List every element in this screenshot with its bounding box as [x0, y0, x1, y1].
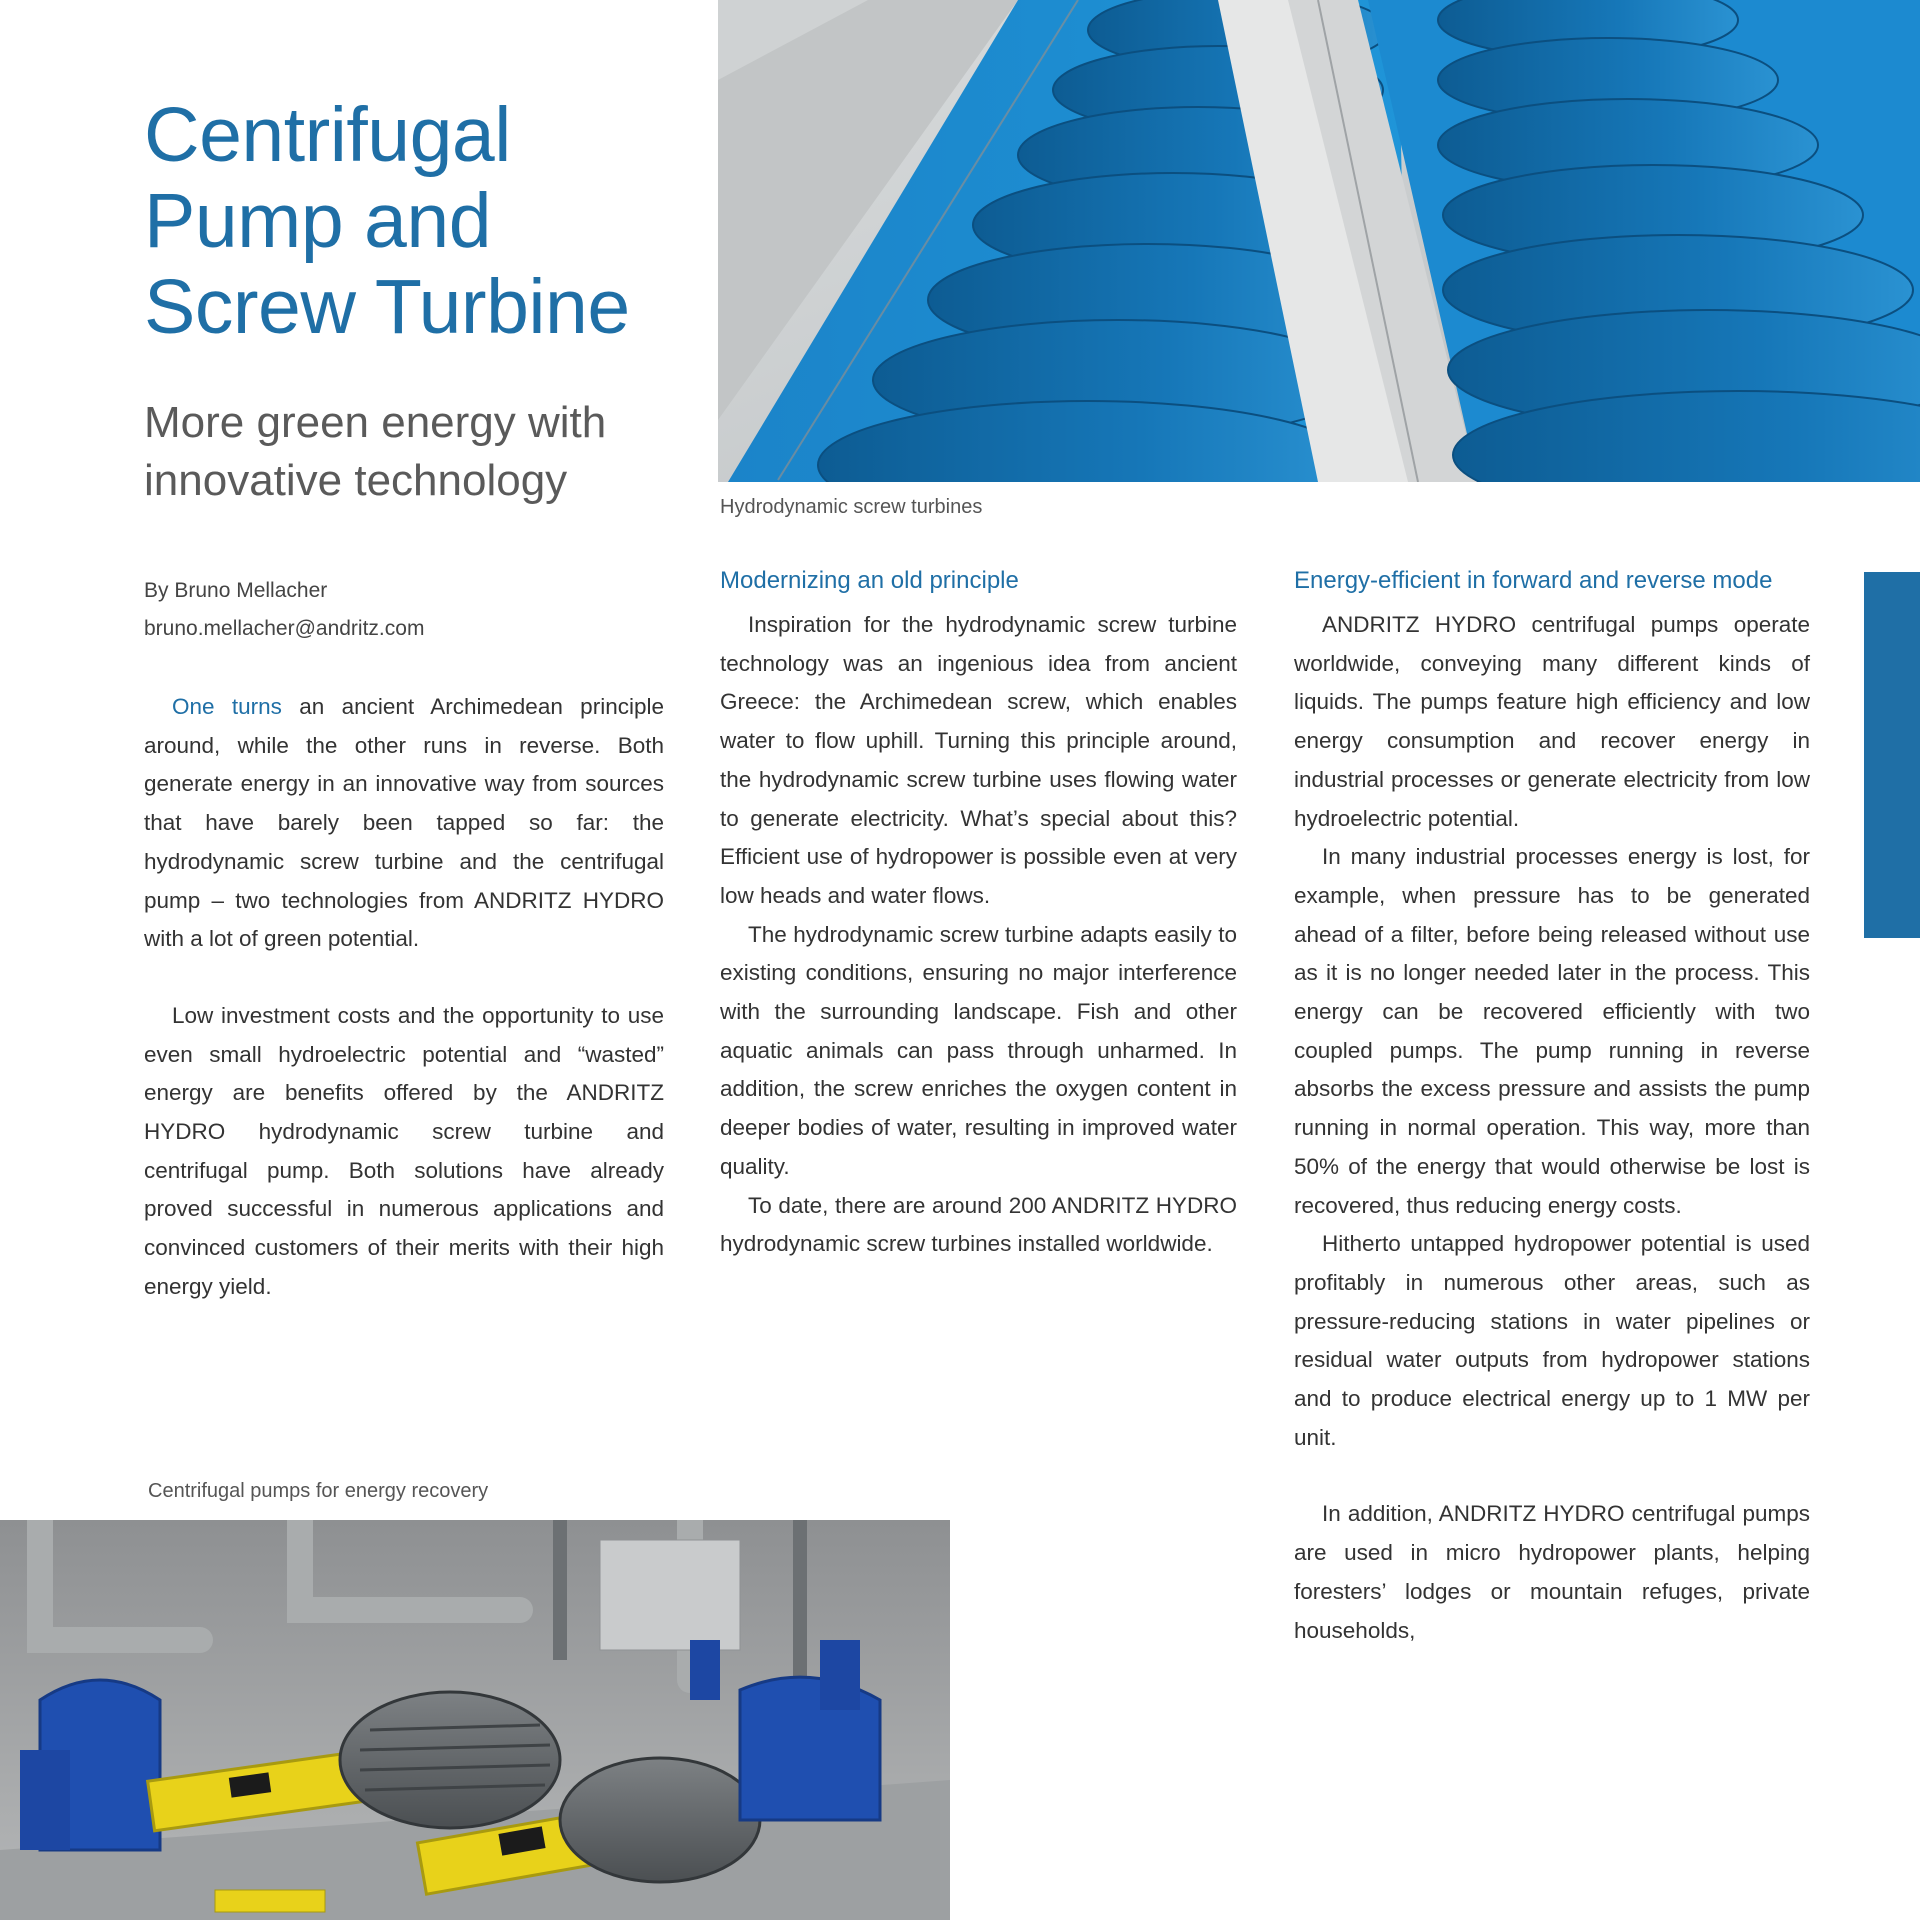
pumps-photo-caption: Centrifugal pumps for energy recovery	[148, 1480, 489, 1502]
lead-in: One turns	[172, 694, 282, 719]
section-tab-marker	[1864, 572, 1920, 938]
title-line: Screw Turbine	[144, 264, 630, 350]
paragraph: Hitherto untapped hydropower potential is used profitably in numerous other areas, such as pressure-reducing stations in water pipelines or residual water outputs from hydropower stations and to produce electrical energy up to 1 MW per unit.	[1294, 1231, 1810, 1450]
paragraph: Low investment costs and the opportunity to use even small hydroelectric potential and “wasted” energy are benefits offered by the ANDRITZ HYDRO hydrodynamic screw turbine and centrifugal pump. Both solutions have already proved successful in numerous applications and convinced customers of their merits with their high energy yield.	[144, 1002, 664, 1299]
paragraph: The hydrodynamic screw turbine adapts easily to existing conditions, ensuring no major interference with the surrounding landscape. Fish and other aquatic animals can pass through unharmed. In addition, the screw enriches the oxygen content in deeper bodies of water, resulting in improved water quality.	[720, 921, 1237, 1179]
paragraph: In addition, ANDRITZ HYDRO centrifugal pumps are used in micro hydropower plants, helping foresters’ lodges or mountain refuges, private households,	[1294, 1501, 1810, 1643]
article-column-1	[144, 688, 664, 1307]
screw-photo-caption: Hydrodynamic screw turbines	[720, 496, 983, 518]
subtitle-line: innovative technology	[144, 456, 568, 505]
section-heading: Energy-efficient in forward and reverse mode	[1294, 567, 1773, 594]
centrifugal-pumps-photo	[0, 1520, 950, 1920]
intro-text: an ancient Archimedean principle around, while the other runs in reverse. Both generate energy in an innovative way from sources that have barely been tapped so far: the hydrodynamic screw turbine and the centrifugal pump – two technologies from ANDRITZ HYDRO with a lot of green potential.	[144, 694, 664, 952]
subtitle-line: More green energy with	[144, 398, 607, 447]
author-email[interactable]: bruno.mellacher@andritz.com	[144, 617, 425, 640]
article-column-2	[720, 562, 1237, 1264]
paragraph: Inspiration for the hydrodynamic screw turbine technology was an ingenious idea from ancient Greece: the Archimedean screw, which enables water to flow uphill. Turning this principle around, the hydrodynamic screw turbine uses flowing water to generate electricity. What’s special about this? Efficient use of hydropower is possible even at very low heads and water flows.	[720, 612, 1237, 908]
section-heading: Modernizing an old principle	[720, 567, 1019, 594]
screw-turbine-photo	[718, 0, 1920, 482]
paragraph: ANDRITZ HYDRO centrifugal pumps operate worldwide, conveying many different kinds of liquids. The pumps feature high efficiency and low energy consumption and recover energy in industrial processes or generate electricity from low hydroelectric potential.	[1294, 612, 1810, 831]
title-line: Centrifugal	[144, 92, 511, 178]
intro-paragraph	[144, 688, 664, 959]
paragraph: To date, there are around 200 ANDRITZ HYDRO hydrodynamic screw turbines installed worldwide.	[720, 1192, 1237, 1257]
article-title	[144, 92, 704, 350]
article-subtitle	[144, 394, 704, 510]
title-line: Pump and	[144, 178, 492, 264]
author-name: By Bruno Mellacher	[144, 579, 328, 602]
paragraph: In many industrial processes energy is lost, for example, when pressure has to be generated ahead of a filter, before being released without use as it is no longer needed later in the process. This energy can be recovered efficiently with two coupled pumps. The pump running in reverse absorbs the excess pressure and assists the pump running in normal operation. This way, more than 50% of the energy that would otherwise be lost is recovered, thus reducing energy costs.	[1294, 844, 1810, 1218]
byline	[144, 572, 424, 648]
article-column-3	[1294, 562, 1810, 1650]
